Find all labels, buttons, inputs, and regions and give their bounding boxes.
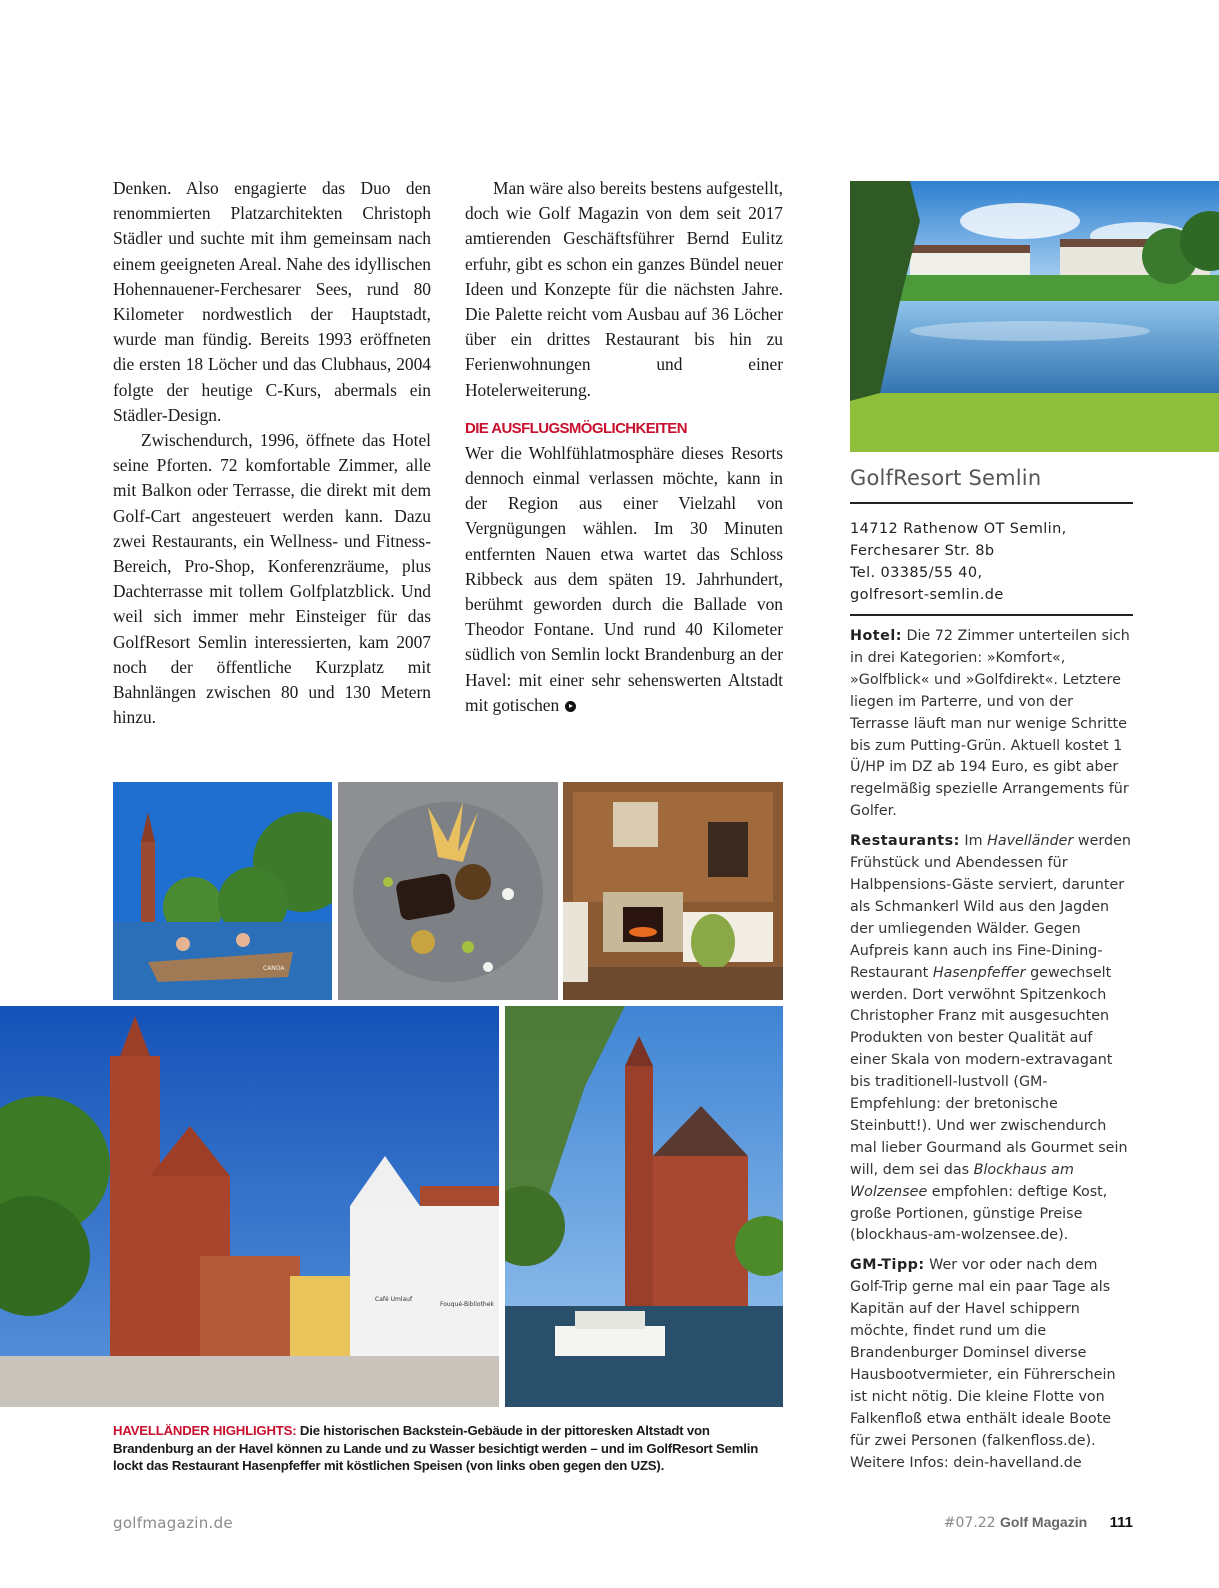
info-tipp: GM-Tipp: Wer vor oder nach dem Golf-Trip gerne mal ein paar Tage als Kapitän auf der Havel schippern möchte, findet rund um die Brandenburger Dominsel diverse Hausbootvermieter, ein Führerschein ist nicht nötig. Die kleine Flotte von Falkenfloß etwa enthält ideale Boote für zwei Personen (falkenfloss.de). Weitere Infos: dein-havelland.de	[850, 1257, 1116, 1471]
cafe-sign: Café Umlauf	[375, 1296, 413, 1303]
dish-photo	[338, 782, 558, 1000]
divider	[850, 502, 1133, 504]
golfresort-lake-photo	[850, 181, 1219, 452]
info-box-address: 14712 Rathenow OT Semlin, Ferchesarer Str. 8b Tel. 03385/55 40, golfresort-semlin.de	[850, 518, 1133, 606]
church-boat-photo	[505, 1006, 783, 1407]
article-column-2	[465, 176, 783, 718]
website-link[interactable]: golfresort-semlin.de	[850, 587, 1004, 603]
info-box-title: GolfResort Semlin	[850, 466, 1042, 490]
article-paragraph: Wer die Wohlfühlatmosphäre dieses Resorts dennoch einmal verlassen möchte, kann in der Region aus einer Vielzahl von Vergnügungen wählen. Im 30 Minuten entfernten Nauen etwa wartet das Schloss Ribbeck aus dem späten 19. Jahrhundert, berühmt geworden durch die Ballade von Theodor Fontane. Und rund 40 Kilometer südlich von Semlin lockt Brandenburg an der Havel: mit einer sehr sehenswerten Altstadt mit gotischen	[465, 442, 783, 715]
canoe-sign: CANOA	[263, 965, 285, 972]
footer-folio	[944, 1514, 1133, 1531]
caption-heading: HAVELLÄNDER HIGHLIGHTS:	[113, 1423, 297, 1438]
divider	[850, 614, 1133, 616]
canoe-photo	[113, 782, 332, 1000]
footer-website: golfmagazin.de	[113, 1514, 233, 1532]
article-paragraph: Man wäre also bereits bestens aufgestellt, doch wie Golf Magazin von dem seit 2017 amtierenden Geschäftsführer Bernd Eulitz erfuhr, gibt es schon ein ganzes Bündel neuer Ideen und Konzepte für die nächsten Jahre. Die Palette reicht vom Ausbau auf 36 Löcher über ein drittes Restaurant bis hin zu Ferienwohnungen und einer Hotelerweiterung.	[465, 178, 783, 400]
magazine-name: Golf Magazin	[1000, 1514, 1088, 1530]
info-hotel: Hotel: Die 72 Zimmer unterteilen sich in drei Kategorien: »Komfort«, »Golfblick« und »Golfdirekt«. Letztere liegen im Parterre, und von der Terrasse läuft man nur wenige Schritte bis zum Putting-Grün. Aktuell kostet 1 Ü/HP im DZ ab 194 Euro, es gibt aber regelmäßig spezielle Arrangements für Golfer.	[850, 628, 1130, 820]
article-paragraph: Denken. Also engagierte das Duo den renommierten Platzarchitekten Christoph Städler und suchte mit ihm gemeinsam nach einem geeigneten Areal. Nahe des idyllischen Hohennauener-Ferchesarer Sees, rund 80 Kilometer nordwestlich der Hauptstadt, wurde man fündig. Bereits 1993 eröffneten die ersten 18 Löcher und das Clubhaus, 2004 folgte der heutige C-Kurs, abermals ein Städler-Design.	[113, 178, 431, 425]
article-paragraph: Zwischendurch, 1996, öffnete das Hotel seine Pforten. 72 komfortable Zimmer, alle mit Balkon oder Terrasse, die direkt mit dem Golf-Cart angesteuert werden kann. Dazu zwei Restaurants, ein Wellness- und Fitness-Bereich, Pro-Shop, Konferenzräume, plus Dachterrasse mit tollem Golfplatzblick. Und weil sich immer mehr Einsteiger für das GolfResort Semlin interessierten, kam 2007 noch der öffentliche Kurzplatz mit Bahnlängen zwischen 80 und 130 Metern hinzu.	[113, 430, 431, 728]
page-number: 111	[1109, 1514, 1133, 1531]
info-box-text	[850, 626, 1133, 1474]
caption-text: Die historischen Backstein-Gebäude in der pittoresken Altstadt von Brandenburg an der Havel können zu Lande und zu Wasser besichtigt werden – und im GolfResort Semlin lockt das Restaurant Hasenpfeffer mit köstlichen Speisen (von links oben gegen den UZS).	[113, 1423, 759, 1473]
info-box	[850, 454, 1133, 1482]
library-sign: Fouqué-Bibliothek	[440, 1301, 494, 1308]
photo-caption	[113, 1422, 773, 1475]
article-subheading: DIE AUSFLUGSMÖGLICHKEITEN	[465, 419, 687, 437]
issue-number: #07.22	[943, 1515, 996, 1531]
continue-arrow-icon	[565, 701, 576, 712]
restaurant-interior-photo	[563, 782, 783, 1000]
article-column-1	[113, 176, 431, 730]
town-square-photo	[0, 1006, 499, 1407]
info-restaurants: Restaurants: Im Havelländer werden Frühstück und Abendessen für Halbpensions-Gäste serviert, darunter als Schmankerl Wild aus den Jagden der umliegenden Wälder. Gegen Aufpreis kann auch ins Fine-Dining-Restaurant Hasenpfeffer gewechselt werden. Dort verwöhnt Spitzenkoch Christopher Franz mit ausgesuchten Produkten von bester Qualität auf einer Skala von modern-extravagant bis traditionell-lustvoll (GM-Empfehlung: der bretonische Steinbutt!). Und wer zwischendurch mal lieber Gourmand als Gourmet sein will, dem sei das Blockhaus am Wolzensee empfohlen: deftige Kost, große Portionen, günstige Preise (blockhaus-am-wolzensee.de).	[850, 833, 1131, 1244]
